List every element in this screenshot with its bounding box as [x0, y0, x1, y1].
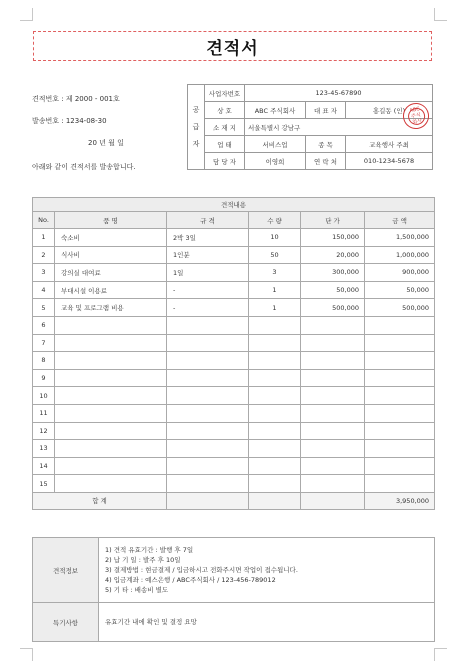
company-name-label: 상 호 [205, 102, 245, 119]
item-qty [249, 316, 301, 334]
item-qty [249, 404, 301, 422]
total-row [33, 492, 435, 509]
table-row [33, 229, 435, 247]
table-row [33, 352, 435, 370]
item-price [301, 369, 365, 387]
item-price [301, 422, 365, 440]
item-price: 500,000 [301, 299, 365, 317]
item-price: 300,000 [301, 264, 365, 282]
manager-value: 이영희 [245, 153, 306, 170]
table-row [33, 281, 435, 299]
header-spec: 규 격 [167, 212, 249, 229]
item-spec [167, 475, 249, 493]
supplier-group-char: 자 [192, 139, 200, 148]
item-no: 7 [33, 334, 55, 352]
item-amount: 1,500,000 [365, 229, 435, 247]
item-no: 5 [33, 299, 55, 317]
item-amount [365, 422, 435, 440]
quote-info-line: 4) 입금계좌 : 예스은행 / ABC주식회사 / 123-456-789012 [105, 576, 276, 584]
item-spec [167, 404, 249, 422]
item-qty [249, 352, 301, 370]
contact-label: 연 락 처 [306, 153, 346, 170]
item-no: 1 [33, 229, 55, 247]
item-qty: 50 [249, 246, 301, 264]
item-qty [249, 334, 301, 352]
supplier-group-label [188, 85, 205, 170]
quote-info-line: 2) 납 기 일 : 발주 후 10일 [105, 556, 181, 564]
item-qty: 3 [249, 264, 301, 282]
item-name [55, 457, 167, 475]
table-row [33, 246, 435, 264]
item-no: 9 [33, 369, 55, 387]
item-name [55, 440, 167, 458]
item-qty: 10 [249, 229, 301, 247]
total-empty-cell [167, 492, 249, 509]
item-no: 4 [33, 281, 55, 299]
table-row [33, 264, 435, 282]
item-qty [249, 369, 301, 387]
item-name [55, 352, 167, 370]
business-type-label: 업 태 [205, 136, 245, 153]
item-amount [365, 440, 435, 458]
item-no: 14 [33, 457, 55, 475]
item-name: 숙소비 [55, 229, 167, 247]
item-amount [365, 334, 435, 352]
item-no: 15 [33, 475, 55, 493]
supplier-group-char: 급 [192, 122, 200, 131]
business-item-label: 종 목 [306, 136, 346, 153]
representative-value: 홍길동 (인) [346, 102, 433, 119]
item-qty [249, 422, 301, 440]
item-spec [167, 316, 249, 334]
item-qty [249, 457, 301, 475]
item-amount: 1,000,000 [365, 246, 435, 264]
item-amount [365, 387, 435, 405]
crop-mark-top-right [434, 8, 447, 21]
address-label: 소 재 지 [205, 119, 245, 136]
quote-number: 견적번호 : 제 2000 - 001호 [32, 95, 120, 103]
total-empty-cell [301, 492, 365, 509]
crop-mark-bottom-right [434, 648, 447, 661]
table-row [33, 334, 435, 352]
item-price [301, 440, 365, 458]
manager-label: 담 당 자 [205, 153, 245, 170]
biz-no-label: 사업자번호 [205, 85, 245, 102]
total-amount: 3,950,000 [365, 492, 435, 509]
item-spec [167, 369, 249, 387]
item-amount [365, 316, 435, 334]
item-name [55, 404, 167, 422]
header-qty: 수 량 [249, 212, 301, 229]
items-header-row [33, 212, 435, 229]
quote-info-label: 견적정보 [33, 538, 99, 603]
item-name: 교육 및 프로그램 비용 [55, 299, 167, 317]
company-seal-inner: ABC 주식 회사 [406, 106, 426, 126]
representative-label: 대 표 자 [306, 102, 346, 119]
item-name [55, 387, 167, 405]
item-qty [249, 475, 301, 493]
supplier-row [188, 136, 433, 153]
item-no: 2 [33, 246, 55, 264]
item-spec: 2박 3일 [167, 229, 249, 247]
crop-mark-top-left [20, 8, 33, 21]
item-name [55, 475, 167, 493]
item-qty [249, 440, 301, 458]
item-name [55, 334, 167, 352]
item-spec [167, 440, 249, 458]
business-item-value: 교육행사 주최 [346, 136, 433, 153]
item-name: 부대시설 이용료 [55, 281, 167, 299]
item-amount [365, 352, 435, 370]
item-amount: 50,000 [365, 281, 435, 299]
document-title: 견적서 [206, 38, 259, 59]
table-row [33, 387, 435, 405]
notes-table [32, 537, 435, 642]
item-qty [249, 387, 301, 405]
table-row [33, 440, 435, 458]
items-caption-row [33, 198, 435, 212]
item-spec: - [167, 299, 249, 317]
item-no: 3 [33, 264, 55, 282]
header-price: 단 가 [301, 212, 365, 229]
item-no: 6 [33, 316, 55, 334]
biz-no-value: 123-45-67890 [245, 85, 433, 102]
item-spec [167, 334, 249, 352]
table-row [33, 316, 435, 334]
item-spec [167, 422, 249, 440]
table-row [33, 404, 435, 422]
item-amount [365, 457, 435, 475]
item-amount: 500,000 [365, 299, 435, 317]
item-spec [167, 352, 249, 370]
item-price [301, 404, 365, 422]
item-amount [365, 475, 435, 493]
address-value: 서울특별시 강남구 [245, 119, 433, 136]
table-row [33, 475, 435, 493]
item-price: 20,000 [301, 246, 365, 264]
item-name [55, 422, 167, 440]
header-no: No. [33, 212, 55, 229]
item-qty: 1 [249, 299, 301, 317]
items-table [32, 197, 435, 510]
item-no: 13 [33, 440, 55, 458]
company-name-value: ABC 주식회사 [245, 102, 306, 119]
item-spec [167, 387, 249, 405]
contact-value: 010-1234-5678 [346, 153, 433, 170]
item-spec [167, 457, 249, 475]
item-spec: 1일 [167, 264, 249, 282]
total-label: 합 계 [33, 492, 167, 509]
special-notes-label: 특기사항 [33, 603, 99, 642]
table-row [33, 457, 435, 475]
supplier-row [188, 119, 433, 136]
issue-date: 20 년 월 일 [88, 139, 124, 147]
table-row [33, 299, 435, 317]
supplier-row [188, 85, 433, 102]
quote-info-line: 1) 견적 유효기간 : 발행 후 7일 [105, 546, 194, 554]
item-name: 강의실 대여료 [55, 264, 167, 282]
item-price [301, 334, 365, 352]
quote-info-row [33, 538, 435, 603]
item-price [301, 387, 365, 405]
special-notes-row [33, 603, 435, 642]
item-no: 12 [33, 422, 55, 440]
item-name [55, 316, 167, 334]
item-price: 150,000 [301, 229, 365, 247]
business-type-value: 서비스업 [245, 136, 306, 153]
items-caption: 견적내용 [33, 198, 435, 212]
item-no: 10 [33, 387, 55, 405]
item-name [55, 369, 167, 387]
quote-info-line: 3) 결제방법 : 현금결제 / 입금하시고 전화주시면 작업이 접수됩니다. [105, 566, 298, 574]
item-amount: 900,000 [365, 264, 435, 282]
crop-mark-bottom-left [20, 648, 33, 661]
item-no: 11 [33, 404, 55, 422]
item-amount [365, 369, 435, 387]
supplier-table [187, 84, 433, 170]
supplier-row [188, 153, 433, 170]
item-price [301, 316, 365, 334]
item-qty: 1 [249, 281, 301, 299]
issue-number: 발송번호 : 1234-08-30 [32, 117, 107, 125]
header-name: 품 명 [55, 212, 167, 229]
table-row [33, 422, 435, 440]
item-name: 식사비 [55, 246, 167, 264]
special-notes-text: 유효기간 내에 확인 및 결정 요망 [99, 603, 435, 642]
intro-message: 아래와 같이 견적서를 발송합니다. [32, 163, 136, 171]
supplier-group-char: 공 [192, 105, 200, 114]
item-amount [365, 404, 435, 422]
item-no: 8 [33, 352, 55, 370]
item-price [301, 457, 365, 475]
item-price [301, 475, 365, 493]
title-box [33, 31, 432, 61]
quote-info-text [99, 538, 435, 603]
supplier-row [188, 102, 433, 119]
item-price: 50,000 [301, 281, 365, 299]
table-row [33, 369, 435, 387]
item-spec: 1인분 [167, 246, 249, 264]
item-spec: - [167, 281, 249, 299]
header-amount: 금 액 [365, 212, 435, 229]
total-empty-cell [249, 492, 301, 509]
item-price [301, 352, 365, 370]
quote-info-line: 5) 기 타 : 배송비 별도 [105, 586, 169, 594]
